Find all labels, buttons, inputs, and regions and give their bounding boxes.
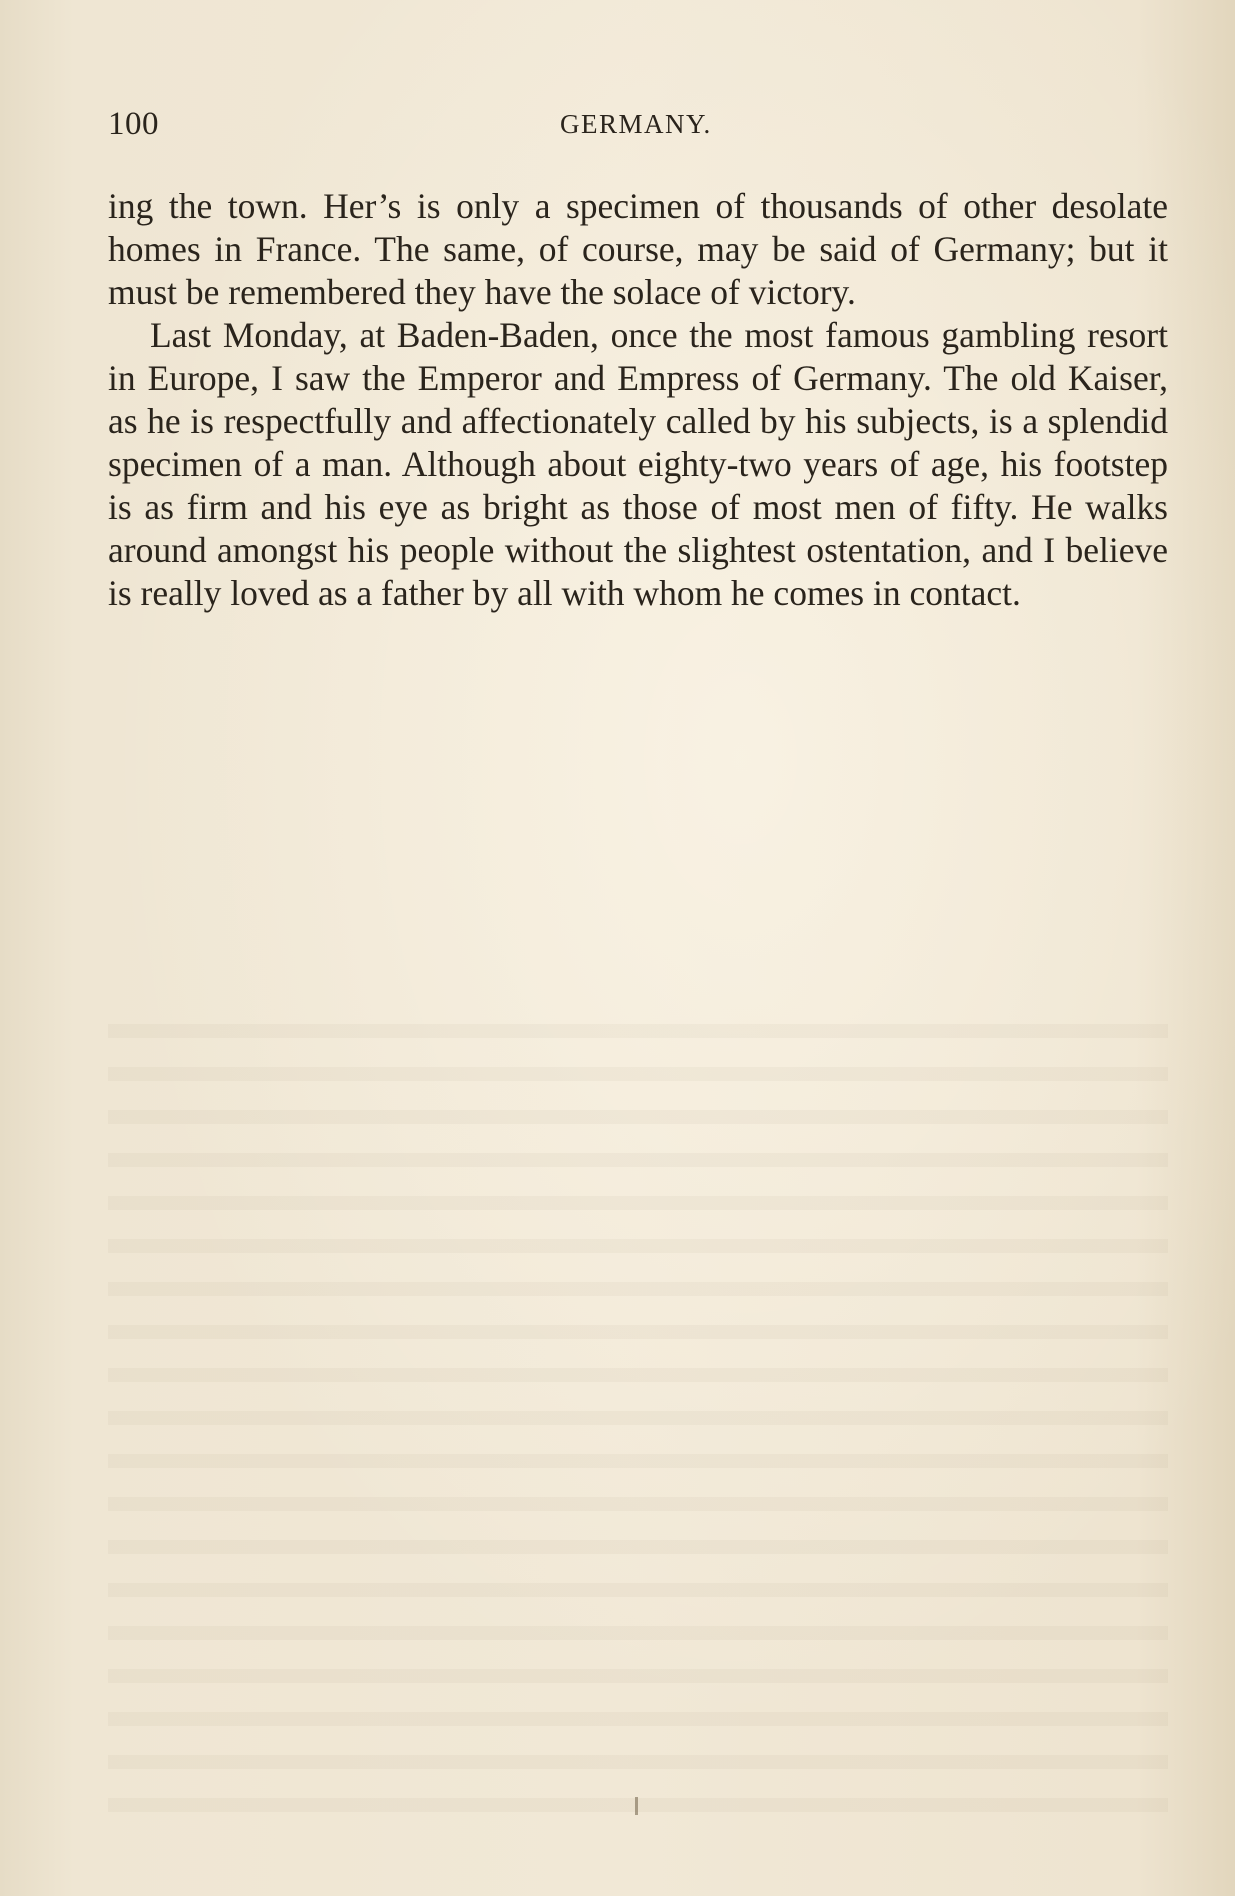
page-mark (635, 1797, 638, 1815)
running-head (108, 106, 1168, 146)
body-text (108, 185, 1168, 615)
page-number: 100 (108, 106, 159, 142)
paragraph-1: ing the town. Her’s is only a specimen of thousands of other desolate homes in France. The same, of course, may be said of Germany; but it must be remembered they have the solace of victory. (108, 186, 1168, 312)
show-through-text (108, 1000, 1168, 1820)
paragraph-2: Last Monday, at Baden-Baden, once the most famous gambling resort in Europe, I saw the Emperor and Empress of Germany. The old Kaiser, as he is respectfully and affectionately called by his subjects, is a splendid specimen of a man. Although about eighty-two years of age, his footstep is as firm and his eye as bright as those of most men of fifty. He walks around amongst his people without the slightest ostentation, and I believe is really loved as a father by all with whom he comes in contact. (108, 315, 1168, 613)
running-title: GERMANY. (560, 109, 712, 139)
